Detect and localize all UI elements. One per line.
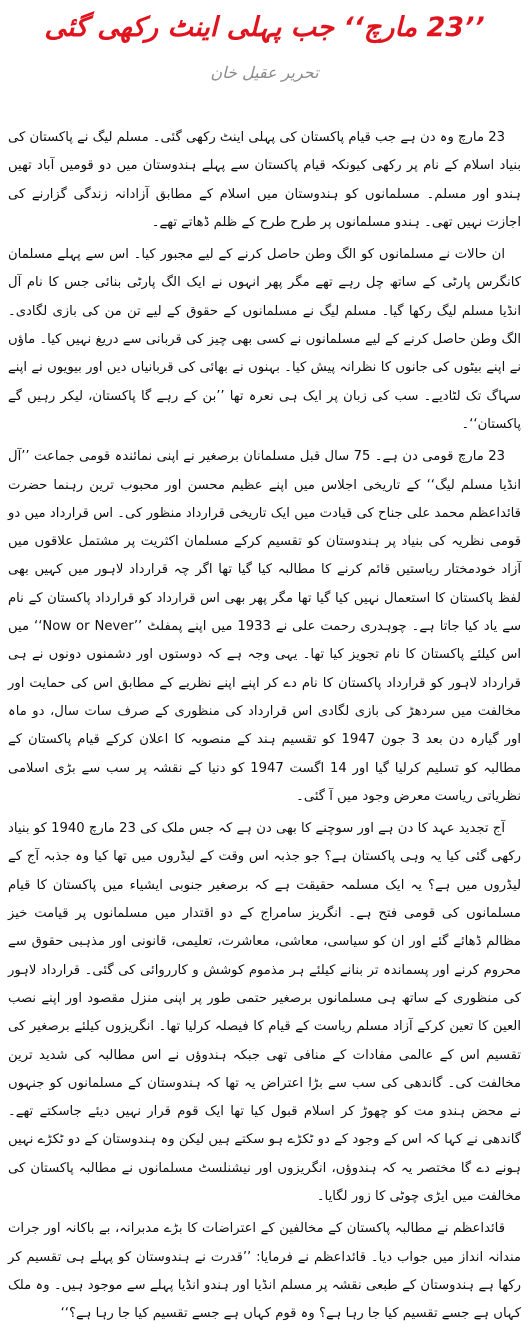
article-paragraph: قائداعظم نے مطالبہ پاکستان کے مخالفین کے اعتراضات کا بڑے مدبرانہ، بے باکانہ اور جرات مندانہ انداز میں جواب دیا۔ قائداعظم نے فرمایا: ’’قدرت نے ہندوستان کو پہلے ہی تقسیم کر رکھا ہے ہندوستان کے طبعی نقشہ پر مسلم انڈیا اور ہندو انڈیا پہلے سے موجود ہیں۔ وہ ملک کہاں ہے جسے تقسیم کیا جا رہا ہے؟ وہ قوم کہاں ہے جسے تقسیم کیا جا رہا ہے؟‘‘ — [8, 1221, 521, 1322]
article-body — [8, 124, 522, 1322]
article-paragraph: ان حالات نے مسلمانوں کو الگ وطن حاصل کرنے کے لیے مجبور کیا۔ اس سے پہلے مسلمان کانگرس پارٹی کے ساتھ چل رہے تھے مگر پھر انہوں نے ایک الگ پارٹی بنائی جس کا نام آل انڈیا مسلم لیگ رکھا گیا۔ مسلم لیگ نے مسلمانوں کے حقوق کے لیے تن من کی بازی لگادی۔ الگ وطن حاصل کرنے کے لیے مسلمانوں نے کسی بھی چیز کی قربانی سے دریغ نہیں کیا۔ ماؤں نے اپنے بیٹوں کی جانوں کا نظرانہ پیش کیا۔ بہنوں نے بھائی کی قربانیاں دیں اور بیویوں نے اپنے سہاگ تک لٹادیے۔ سب کی زبان پر ایک ہی نعرہ تھا ’’بن کے رہے گا پاکستان، لیکر رہیں گے پاکستان‘‘۔ — [8, 247, 521, 432]
author-byline: تحریر عقیل خان — [210, 63, 319, 82]
article-paragraph: 23 مارچ قومی دن ہے۔ 75 سال قبل مسلمانان برصغیر نے اپنی نمائندہ قومی جماعت ’’آل انڈیا مسلم لیگ‘‘ کے تاریخی اجلاس میں اپنے عظیم محسن اور محبوب ترین رہنما حضرت قائداعظم محمد علی جناح کی قیادت میں ایک تاریخی قرارداد منظور کی۔ اس قرارداد میں دو قومی نظریہ کی بنیاد پر ہندوستان کو تقسیم کرکے مسلمان اکثریت پر مشتمل علاقوں میں آزاد خودمختار ریاستیں قائم کرنے کا مطالبہ کیا گیا تھا اگر چہ قرارداد لاہور میں کہیں بھی لفظ پاکستان کا استعمال نہیں کیا گیا تھا مگر پھر بھی اس قرارداد کو قرارداد پاکستان کے نام سے یاد کیا جاتا ہے۔ چوہدری رحمت علی نے 1933 میں اپنے پمفلٹ ’’Now or Never‘‘ میں اس کیلئے پاکستان کا نام تجویز کیا تھا۔ یہی وجہ ہے کہ دوستوں اور دشمنوں دونوں نے ہی قرارداد لاہور کو قرارداد پاکستان کا نام دے کر اپنے اپنے نظریے کے مطابق اس کی حمایت اور مخالفت میں سردھڑ کی بازی لگادی اس قرارداد کی منظوری کے صرف سات سال، دو ماہ اور گیارہ دن بعد 3 جون 1947 کو تقسیم ہند کے منصوبہ کا اعلان کرکے قیام پاکستان کے مطالبہ کو تسلیم کرلیا گیا اور 14 اگست 1947 کو دنیا کے نقشہ پر سب سے بڑی اسلامی نظریاتی ریاست معرض وجود میں آ گئی۔ — [8, 449, 522, 804]
article-headline: ’’23 مارچ‘‘ جب پہلی اینٹ رکھی گئی — [44, 12, 485, 43]
article-paragraph: آج تجدید عہد کا دن ہے اور سوچنے کا بھی دن ہے کہ جس ملک کی 23 مارچ 1940 کو بنیاد رکھی گئی کیا یہ وہی پاکستان ہے؟ جو جذبہ اس وقت کے لیڈروں میں تھا کیا وہ جذبہ آج کے لیڈروں میں ہے؟ یہ ایک مسلمہ حقیقت ہے کہ برصغیر جنوبی ایشیاء میں پاکستان کا قیام مسلمانوں کی قومی فتح ہے۔ انگریز سامراج کے دو اقتدار میں مسلمانوں پر قیامت خیز مظالم ڈھائے گئے اور ان کو سیاسی، معاشی، معاشرت، تعلیمی، قانونی اور مذہبی حقوق سے محروم کرنے اور پسماندہ تر بنانے کیلئے ہر مذموم کوشش و کارروائی کی گئی۔ قرارداد لاہور کی منظوری کے ساتھ ہی مسلمانوں برصغیر حتمی طور پر اپنی منزل مقصود اور اپنے نصب العین کا تعین کرکے آزاد مسلم ریاست کے قیام کا فیصلہ کرلیا تھا۔ انگریزوں کیلئے برصغیر کی تقسیم اس کے عالمی مفادات کے منافی تھی جبکہ ہندوؤں نے اس مطالبہ کی شدید ترین مخالفت کی۔ گاندھی کی سب سے بڑا اعتراض یہ تھا کہ ہندوستان کے مسلمانوں کو جنہوں نے محض ہندو مت کو چھوڑ کر اسلام قبول کیا تھا ایک قوم قرار نہیں دیئے جاسکتے تھے۔ گاندھی نے کہا کہ اس کے وجود کے دو ٹکڑے ہو سکتے ہیں لیکن وہ ہندوستان کے دو ٹکڑے نہیں ہونے دے گا مختصر یہ کہ ہندوؤں، انگریزوں اور نیشنلسٹ مسلمانوں نے مطالبہ پاکستان کی مخالفت میں ایڑی چوٹی کا زور لگایا۔ — [8, 821, 521, 1204]
article-paragraph: 23 مارچ وہ دن ہے جب قیام پاکستان کی پہلی اینٹ رکھی گئی۔ مسلم لیگ نے پاکستان کی بنیاد اسلام کے نام پر رکھی کیونکہ قیام پاکستان سے پہلے ہندوستان میں دو قومیں آباد تھیں ہندو اور مسلم۔ مسلمانوں کو ہندوستان میں اسلام کے مطابق آزادانہ زندگی گزارنے کی اجازت نہیں تھی۔ ہندو مسلمانوں پر طرح طرح کے ظلم ڈھاتے تھے۔ — [8, 130, 521, 230]
